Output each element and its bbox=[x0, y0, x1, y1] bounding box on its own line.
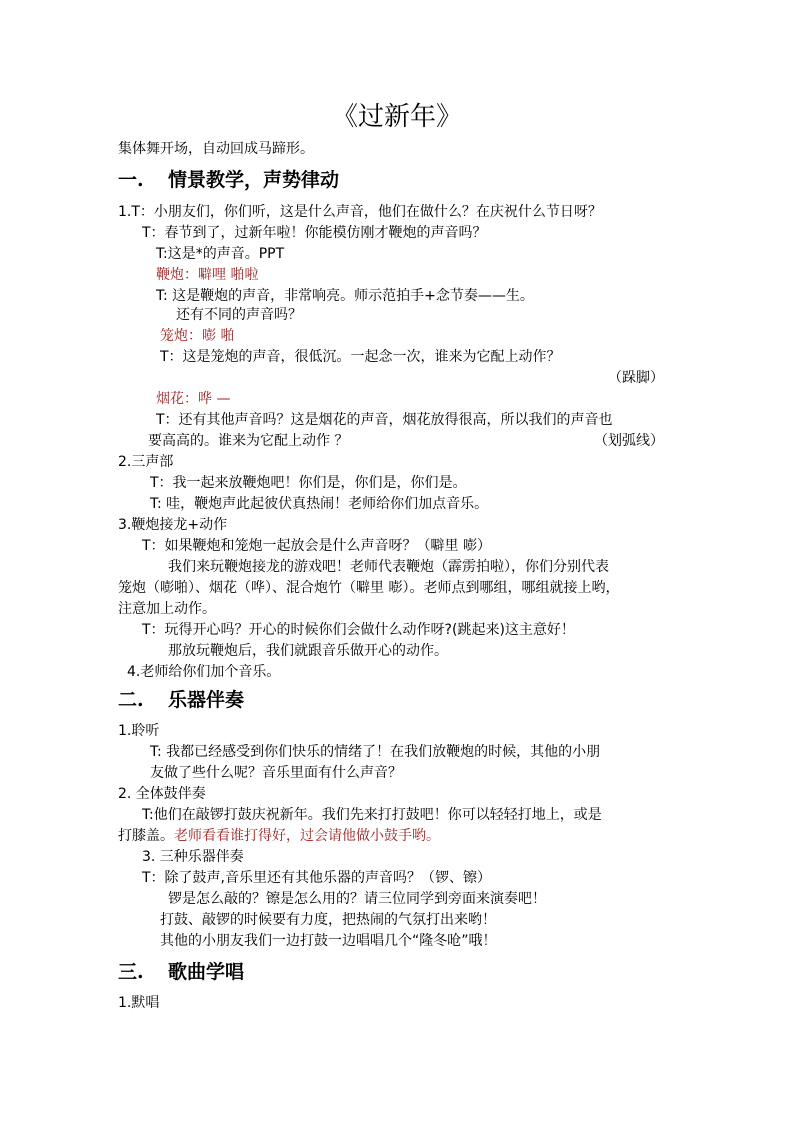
paragraph-line: 锣是怎么敲的？镲是怎么用的？请三位同学到旁面来演奏吧！ bbox=[168, 891, 546, 907]
section-heading-1 bbox=[118, 168, 339, 192]
section-number: 一. bbox=[118, 169, 144, 191]
paragraph-text: 打膝盖。 bbox=[118, 828, 174, 844]
sound-line-cage-firecracker: 笼炮：嘭 啪 bbox=[160, 328, 235, 344]
section-title: 歌曲学唱 bbox=[168, 961, 245, 983]
subheading: 4.老师给你们加个音乐。 bbox=[127, 664, 281, 680]
paragraph-line: T：还有其他声音吗？这是烟花的声音，烟花放得很高，所以我们的声音也 bbox=[156, 412, 613, 428]
action-note: （划弧线） bbox=[594, 433, 664, 449]
paragraph-line: T：如果鞭炮和笼炮一起放会是什么声音呀？（噼里 嘭） bbox=[142, 538, 492, 554]
paragraph-line-mixed bbox=[118, 827, 440, 845]
highlighted-text: 老师看看谁打得好，过会请他做小鼓手哟。 bbox=[174, 828, 440, 844]
section-number: 三. bbox=[118, 961, 144, 983]
paragraph-line: 1.T：小朋友们，你们听，这是什么声音，他们在做什么？在庆祝什么节日呀？ bbox=[118, 204, 602, 220]
sound-line-fireworks: 烟花：哗 — bbox=[156, 391, 231, 407]
section-title: 乐器伴奏 bbox=[168, 689, 245, 711]
subheading: 1.默唱 bbox=[118, 995, 160, 1011]
section-heading-3 bbox=[118, 960, 244, 984]
section-heading-2 bbox=[118, 688, 244, 712]
subheading: 2. 全体鼓伴奏 bbox=[118, 786, 206, 802]
paragraph-line: 友做了些什么呢？音乐里面有什么声音？ bbox=[150, 765, 402, 781]
subheading: 3.鞭炮接龙+动作 bbox=[118, 517, 228, 533]
paragraph-line: 打鼓、敲锣的时候要有力度，把热闹的气氛打出来哟！ bbox=[160, 912, 496, 928]
paragraph-line: T：除了鼓声,音乐里还有其他乐器的声音吗？（锣、镲） bbox=[142, 870, 492, 886]
subheading: 3. 三种乐器伴奏 bbox=[142, 849, 244, 865]
paragraph-line: 还有不同的声音吗？ bbox=[176, 307, 302, 323]
paragraph-line: 要高高的。谁来为它配上动作 ？ bbox=[148, 433, 349, 449]
paragraph-line: T: 我都已经感受到你们快乐的情绪了！在我们放鞭炮的时候，其他的小朋 bbox=[150, 744, 601, 760]
doc-title: 《过新年》 bbox=[331, 102, 462, 132]
paragraph-line: T：这是笼炮的声音，很低沉。一起念一次，谁来为它配上动作？ bbox=[160, 349, 561, 365]
paragraph-line: T：玩得开心吗？开心的时候你们会做什么动作呀?(跳起来)这主意好！ bbox=[142, 622, 575, 638]
section-number: 二. bbox=[118, 689, 144, 711]
intro-line: 集体舞开场，自动回成马蹄形。 bbox=[118, 141, 314, 157]
paragraph-line: T：我一起来放鞭炮吧！你们是，你们是，你们是。 bbox=[150, 475, 467, 491]
subheading: 2.三声部 bbox=[118, 454, 174, 470]
subheading: 1.聆听 bbox=[118, 723, 160, 739]
paragraph-line: T：春节到了，过新年啦！你能模仿刚才鞭炮的声音吗？ bbox=[142, 225, 487, 241]
sound-line-firecracker: 鞭炮：噼哩 啪啦 bbox=[156, 267, 259, 283]
paragraph-line: 笼炮（嘭啪）、烟花（哗）、混合炮竹（噼里 嘭）。老师点到哪组，哪组就接上哟， bbox=[118, 580, 620, 596]
paragraph-line: 那放玩鞭炮后，我们就跟音乐做开心的动作。 bbox=[168, 643, 448, 659]
paragraph-line: T:他们在敲锣打鼓庆祝新年。我们先来打打鼓吧！你可以轻轻打地上，或是 bbox=[142, 807, 602, 823]
paragraph-line: 我们来玩鞭炮接龙的游戏吧！老师代表鞭炮（霹雳拍啦），你们分别代表 bbox=[168, 559, 609, 575]
action-note: （跺脚） bbox=[608, 370, 664, 386]
paragraph-line: 注意加上动作。 bbox=[118, 601, 216, 617]
section-title: 情景教学，声势律动 bbox=[168, 169, 340, 191]
paragraph-line: 其他的小朋友我们一边打鼓一边唱唱几个“隆冬呛”哦！ bbox=[160, 933, 497, 949]
paragraph-line: T:这是*的声音。PPT bbox=[156, 246, 285, 262]
paragraph-line: T: 哇，鞭炮声此起彼伏真热闹！老师给你们加点音乐。 bbox=[150, 496, 489, 512]
paragraph-line: T: 这是鞭炮的声音，非常响亮。师示范拍手+念节奏——生。 bbox=[156, 288, 534, 304]
